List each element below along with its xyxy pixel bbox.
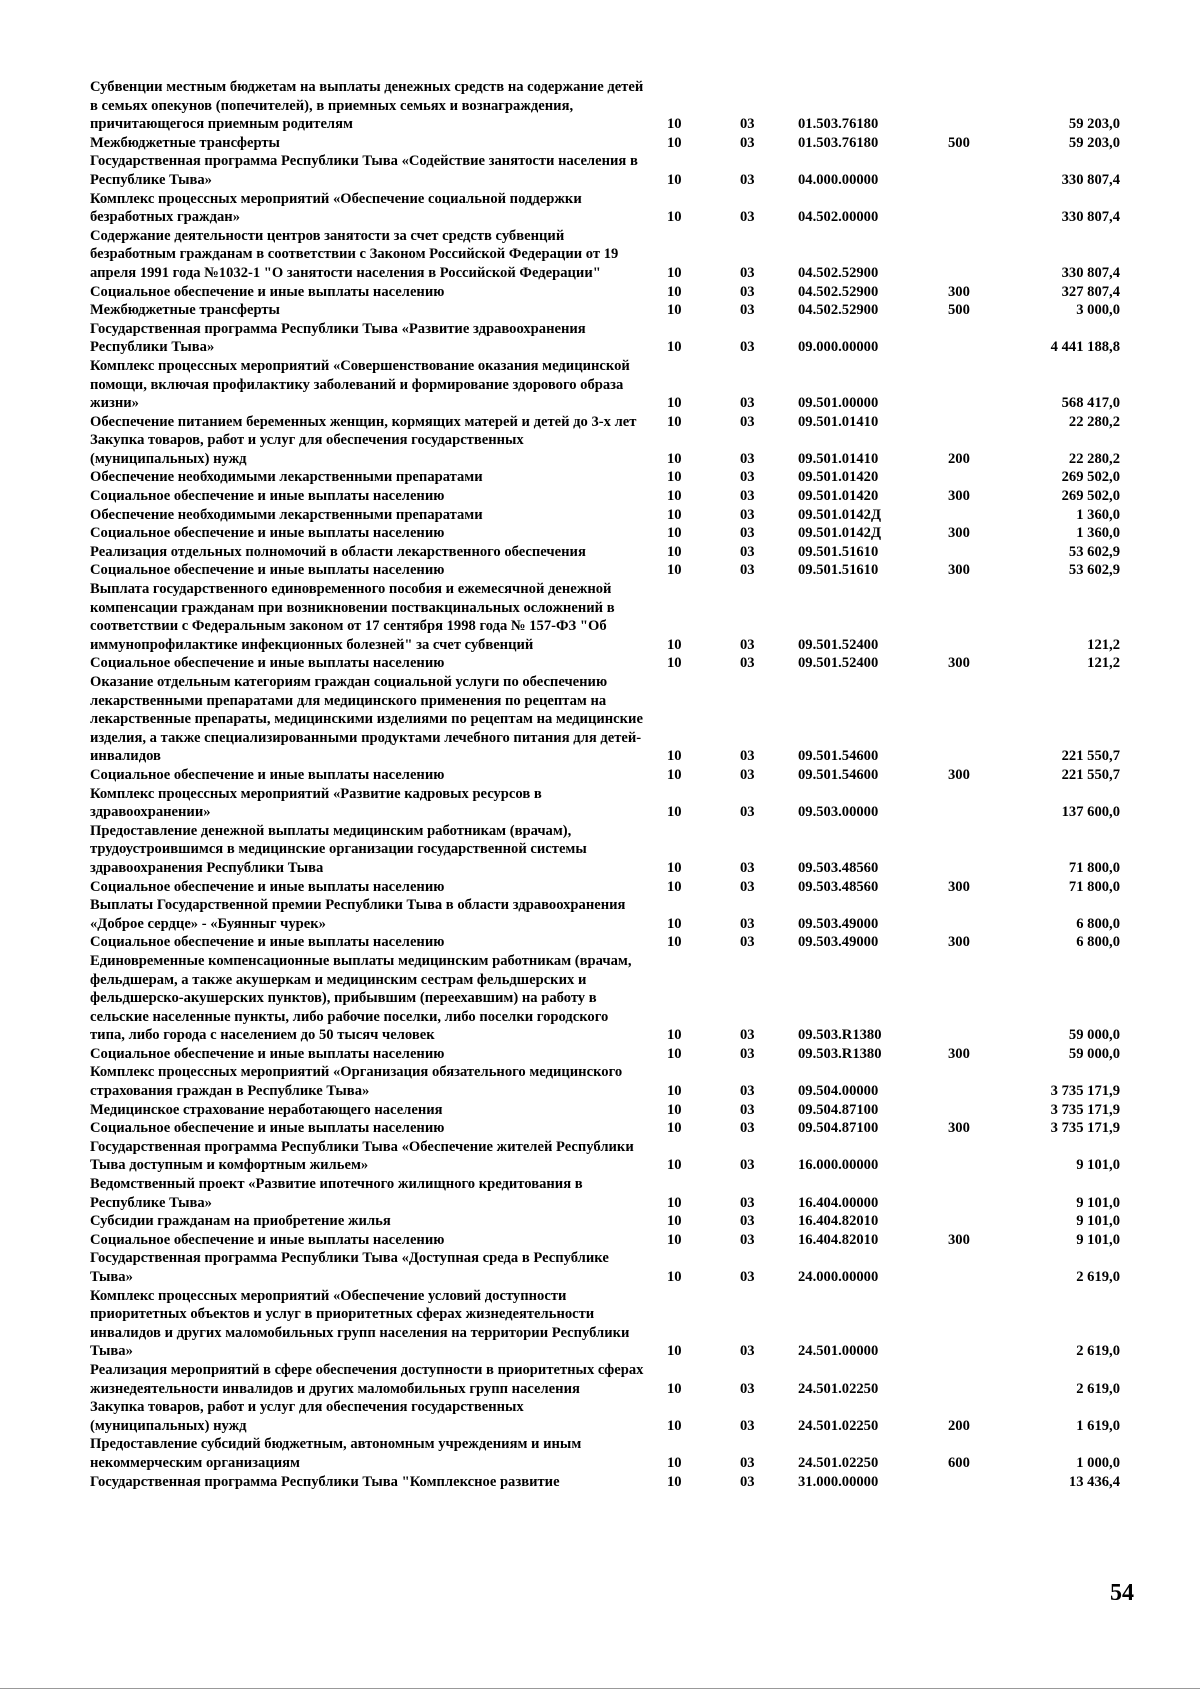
table-row — [90, 933, 1120, 952]
item-name: Социальное обеспечение и иные выплаты населению — [90, 1231, 445, 1248]
table-row — [90, 654, 1120, 673]
subsection-code: 03 — [740, 450, 755, 467]
target-article-code: 09.501.54600 — [798, 766, 879, 783]
table-row — [90, 673, 1120, 766]
subsection-code: 03 — [740, 1454, 755, 1471]
amount: 53 602,9 — [1068, 562, 1120, 579]
table-row — [90, 561, 1120, 580]
target-article-code: 31.000.00000 — [798, 1473, 879, 1490]
amount: 121,2 — [1087, 636, 1120, 653]
target-article-code: 16.000.00000 — [798, 1157, 879, 1174]
item-name: Реализация отдельных полномочий в области лекарственного обеспечения — [90, 543, 586, 560]
amount: 221 550,7 — [1061, 748, 1120, 765]
amount: 121,2 — [1087, 655, 1120, 672]
target-article-code: 04.502.52900 — [798, 264, 879, 281]
subsection-code: 03 — [740, 636, 755, 653]
amount: 4 441 188,8 — [1050, 339, 1120, 356]
section-code: 10 — [667, 1417, 682, 1434]
expense-type-code: 300 — [948, 1045, 970, 1062]
subsection-code: 03 — [740, 1101, 755, 1118]
item-name: Выплата государственного единовременного пособия и ежемесячной денежной компенсации гражданам при возникновении поствакцинальных осложнений в соответствии с Федеральным законом от 17 сентября 1998 года № 157-ФЗ "Об иммунопрофилактике инфекционных болезней" за счет субвенций — [90, 581, 615, 653]
section-code: 10 — [667, 1027, 682, 1044]
item-name: Ведомственный проект «Развитие ипотечного жилищного кредитования в Республике Тыва» — [90, 1176, 583, 1211]
table-row — [90, 283, 1120, 302]
subsection-code: 03 — [740, 413, 755, 430]
subsection-code: 03 — [740, 302, 755, 319]
subsection-code: 03 — [740, 1120, 755, 1137]
subsection-code: 03 — [740, 562, 755, 579]
expense-type-code: 300 — [948, 283, 970, 300]
amount: 9 101,0 — [1076, 1231, 1120, 1248]
item-name: Социальное обеспечение и иные выплаты населению — [90, 934, 445, 951]
section-code: 10 — [667, 1231, 682, 1248]
table-row — [90, 1101, 1120, 1120]
amount: 2 619,0 — [1076, 1380, 1120, 1397]
amount: 1 619,0 — [1076, 1417, 1120, 1434]
subsection-code: 03 — [740, 1157, 755, 1174]
section-code: 10 — [667, 488, 682, 505]
target-article-code: 09.000.00000 — [798, 339, 879, 356]
amount: 1 000,0 — [1076, 1454, 1120, 1471]
expense-type-code: 300 — [948, 488, 970, 505]
target-article-code: 09.501.00000 — [798, 395, 879, 412]
amount: 327 807,4 — [1061, 283, 1120, 300]
item-name: Социальное обеспечение и иные выплаты населению — [90, 766, 445, 783]
section-code: 10 — [667, 395, 682, 412]
section-code: 10 — [667, 450, 682, 467]
subsection-code: 03 — [740, 116, 755, 133]
expense-type-code: 300 — [948, 562, 970, 579]
subsection-code: 03 — [740, 283, 755, 300]
section-code: 10 — [667, 1101, 682, 1118]
expense-type-code: 200 — [948, 1417, 970, 1434]
table-row — [90, 822, 1120, 878]
target-article-code: 16.404.82010 — [798, 1213, 879, 1230]
target-article-code: 09.501.01410 — [798, 450, 879, 467]
subsection-code: 03 — [740, 1380, 755, 1397]
subsection-code: 03 — [740, 525, 755, 542]
section-code: 10 — [667, 859, 682, 876]
item-name: Единовременные компенсационные выплаты медицинским работникам (врачам, фельдшерам, а также акушеркам и медицинским сестрам фельдшерских и фельдшерско-акушерских пунктов), прибывшим (переехавшим) на работу в сельские населенные пункты, либо рабочие поселки, либо поселки городского типа, либо города с населением до 50 тысяч человек — [90, 952, 632, 1044]
section-code: 10 — [667, 1194, 682, 1211]
amount: 269 502,0 — [1061, 488, 1120, 505]
section-code: 10 — [667, 339, 682, 356]
target-article-code: 01.503.76180 — [798, 134, 879, 151]
section-code: 10 — [667, 116, 682, 133]
item-name: Государственная программа Республики Тыва «Доступная среда в Республике Тыва» — [90, 1250, 609, 1285]
section-code: 10 — [667, 302, 682, 319]
target-article-code: 09.501.0142Д — [798, 506, 882, 523]
table-row — [90, 1249, 1120, 1286]
amount: 137 600,0 — [1061, 804, 1120, 821]
target-article-code: 09.501.0142Д — [798, 525, 882, 542]
section-code: 10 — [667, 1157, 682, 1174]
item-name: Социальное обеспечение и иные выплаты населению — [90, 488, 445, 505]
table-row — [90, 78, 1120, 134]
amount: 59 000,0 — [1068, 1045, 1120, 1062]
target-article-code: 09.503.R1380 — [798, 1027, 882, 1044]
item-name: Государственная программа Республики Тыва «Развитие здравоохранения Республики Тыва» — [90, 320, 586, 356]
expense-type-code: 300 — [948, 878, 970, 895]
item-name: Межбюджетные трансферты — [90, 302, 280, 319]
amount: 568 417,0 — [1061, 395, 1120, 412]
table-row — [90, 190, 1120, 227]
table-row — [90, 1063, 1120, 1100]
item-name: Обеспечение питанием беременных женщин, кормящих матерей и детей до 3-х лет — [90, 413, 637, 430]
budget-table — [90, 78, 1120, 1491]
amount: 59 203,0 — [1068, 134, 1120, 151]
table-row — [90, 152, 1120, 189]
subsection-code: 03 — [740, 339, 755, 356]
section-code: 10 — [667, 1380, 682, 1397]
subsection-code: 03 — [740, 934, 755, 951]
target-article-code: 04.000.00000 — [798, 171, 879, 188]
item-name: Государственная программа Республики Тыва "Комплексное развитие — [90, 1473, 560, 1490]
target-article-code: 04.502.00000 — [798, 209, 879, 226]
table-row — [90, 524, 1120, 543]
section-code: 10 — [667, 209, 682, 226]
table-row — [90, 1398, 1120, 1435]
table-row — [90, 487, 1120, 506]
item-name: Комплекс процессных мероприятий «Обеспечение социальной поддержки безработных граждан» — [90, 190, 582, 226]
target-article-code: 09.503.49000 — [798, 915, 879, 932]
subsection-code: 03 — [740, 804, 755, 821]
expense-type-code: 300 — [948, 1120, 970, 1137]
table-row — [90, 1435, 1120, 1472]
section-code: 10 — [667, 655, 682, 672]
amount: 330 807,4 — [1061, 264, 1120, 281]
section-code: 10 — [667, 1045, 682, 1062]
amount: 13 436,4 — [1068, 1473, 1120, 1490]
table-row — [90, 468, 1120, 487]
table-row — [90, 1138, 1120, 1175]
table-row — [90, 896, 1120, 933]
item-name: Социальное обеспечение и иные выплаты населению — [90, 562, 445, 579]
item-name: Социальное обеспечение и иные выплаты населению — [90, 1045, 445, 1062]
item-name: Межбюджетные трансферты — [90, 134, 280, 151]
item-name: Содержание деятельности центров занятости за счет средств субвенций безработным гражданам в соответствии с Законом Российской Федерации от 19 апреля 1991 года №1032-1 "О занятости населения в Российской Федерации" — [90, 227, 619, 281]
subsection-code: 03 — [740, 171, 755, 188]
table-row — [90, 506, 1120, 525]
target-article-code: 24.501.02250 — [798, 1417, 879, 1434]
expense-type-code: 300 — [948, 655, 970, 672]
target-article-code: 24.501.02250 — [798, 1380, 879, 1397]
subsection-code: 03 — [740, 748, 755, 765]
amount: 6 800,0 — [1076, 915, 1120, 932]
target-article-code: 24.501.00000 — [798, 1343, 879, 1360]
section-code: 10 — [667, 543, 682, 560]
table-row — [90, 1473, 1120, 1492]
amount: 22 280,2 — [1068, 450, 1120, 467]
item-name: Социальное обеспечение и иные выплаты населению — [90, 283, 445, 300]
section-code: 10 — [667, 264, 682, 281]
subsection-code: 03 — [740, 506, 755, 523]
section-code: 10 — [667, 469, 682, 486]
expense-type-code: 300 — [948, 934, 970, 951]
target-article-code: 16.404.82010 — [798, 1231, 879, 1248]
target-article-code: 16.404.00000 — [798, 1194, 879, 1211]
target-article-code: 09.501.52400 — [798, 655, 879, 672]
table-row — [90, 952, 1120, 1045]
subsection-code: 03 — [740, 859, 755, 876]
subsection-code: 03 — [740, 915, 755, 932]
target-article-code: 01.503.76180 — [798, 116, 879, 133]
target-article-code: 09.501.51610 — [798, 543, 879, 560]
amount: 2 619,0 — [1076, 1343, 1120, 1360]
item-name: Закупка товаров, работ и услуг для обеспечения государственных (муниципальных) нужд — [90, 432, 524, 467]
item-name: Реализация мероприятий в сфере обеспечения доступности в приоритетных сферах жизнедеятельности инвалидов и других маломобильных групп населения — [90, 1361, 644, 1397]
target-article-code: 09.501.01410 — [798, 413, 879, 430]
amount: 71 800,0 — [1068, 878, 1120, 895]
amount: 1 360,0 — [1076, 525, 1120, 542]
item-name: Оказание отдельным категориям граждан социальной услуги по обеспечению лекарственными препаратами для медицинского применения по рецептам на лекарственные препараты, медицинскими изделиями по рецептам на медицинские изделия, а также специализированными продуктами лечебного питания для детей-инвалидов — [90, 674, 643, 765]
section-code: 10 — [667, 506, 682, 523]
amount: 53 602,9 — [1068, 543, 1120, 560]
section-code: 10 — [667, 413, 682, 430]
item-name: Обеспечение необходимыми лекарственными препаратами — [90, 469, 483, 486]
target-article-code: 09.503.49000 — [798, 934, 879, 951]
item-name: Субвенции местным бюджетам на выплаты денежных средств на содержание детей в семьях опекунов (попечителей), в приемных семьях и вознаграждения, причитающегося приемным родителям — [90, 79, 644, 133]
item-name: Социальное обеспечение и иные выплаты населению — [90, 878, 445, 895]
table-row — [90, 1287, 1120, 1361]
target-article-code: 09.501.52400 — [798, 636, 879, 653]
subsection-code: 03 — [740, 766, 755, 783]
subsection-code: 03 — [740, 655, 755, 672]
target-article-code: 24.501.02250 — [798, 1454, 879, 1471]
target-article-code: 09.503.00000 — [798, 804, 879, 821]
subsection-code: 03 — [740, 1269, 755, 1285]
amount: 9 101,0 — [1076, 1157, 1120, 1174]
subsection-code: 03 — [740, 209, 755, 226]
table-row — [90, 1175, 1120, 1212]
item-name: Комплекс процессных мероприятий «Совершенствование оказания медицинской помощи, включая профилактику заболеваний и формирование здорового образа жизни» — [90, 357, 630, 412]
item-name: Государственная программа Республики Тыва «Обеспечение жителей Республики Тыва доступным и комфортным жильем» — [90, 1138, 634, 1174]
amount: 3 735 171,9 — [1050, 1120, 1120, 1137]
table-row — [90, 431, 1120, 468]
amount: 3 735 171,9 — [1050, 1083, 1120, 1100]
section-code: 10 — [667, 1473, 682, 1490]
subsection-code: 03 — [740, 1417, 755, 1434]
table-row — [90, 580, 1120, 654]
table-row — [90, 1231, 1120, 1250]
amount: 330 807,4 — [1061, 209, 1120, 226]
expense-type-code: 300 — [948, 525, 970, 542]
section-code: 10 — [667, 134, 682, 151]
subsection-code: 03 — [740, 488, 755, 505]
target-article-code: 09.504.87100 — [798, 1120, 879, 1137]
table-row — [90, 785, 1120, 822]
section-code: 10 — [667, 283, 682, 300]
expense-type-code: 200 — [948, 450, 970, 467]
table-row — [90, 543, 1120, 562]
table-row — [90, 357, 1120, 413]
target-article-code: 09.503.48560 — [798, 859, 879, 876]
target-article-code: 09.503.R1380 — [798, 1045, 882, 1062]
amount: 59 203,0 — [1068, 116, 1120, 133]
item-name: Социальное обеспечение и иные выплаты населению — [90, 525, 445, 542]
section-code: 10 — [667, 1120, 682, 1137]
amount: 9 101,0 — [1076, 1194, 1120, 1211]
expense-type-code: 300 — [948, 1231, 970, 1248]
subsection-code: 03 — [740, 1231, 755, 1248]
amount: 221 550,7 — [1061, 766, 1120, 783]
section-code: 10 — [667, 1269, 682, 1285]
amount: 269 502,0 — [1061, 469, 1120, 486]
section-code: 10 — [667, 1454, 682, 1471]
amount: 3 735 171,9 — [1050, 1101, 1120, 1118]
section-code: 10 — [667, 1343, 682, 1360]
section-code: 10 — [667, 766, 682, 783]
section-code: 10 — [667, 171, 682, 188]
subsection-code: 03 — [740, 1083, 755, 1100]
subsection-code: 03 — [740, 543, 755, 560]
target-article-code: 04.502.52900 — [798, 302, 879, 319]
item-name: Предоставление денежной выплаты медицинским работникам (врачам), трудоустроившимся в медицинские организации государственной системы здравоохранения Республики Тыва — [90, 822, 587, 876]
item-name: Закупка товаров, работ и услуг для обеспечения государственных (муниципальных) нужд — [90, 1399, 524, 1434]
target-article-code: 09.501.01420 — [798, 488, 879, 505]
section-code: 10 — [667, 804, 682, 821]
target-article-code: 09.501.51610 — [798, 562, 879, 579]
target-article-code: 09.504.87100 — [798, 1101, 879, 1118]
item-name: Комплекс процессных мероприятий «Обеспечение условий доступности приоритетных объектов и услуг в приоритетных сферах жизнедеятельности инвалидов и других маломобильных групп населения на территории Республики Тыва» — [90, 1287, 630, 1360]
section-code: 10 — [667, 915, 682, 932]
subsection-code: 03 — [740, 1027, 755, 1044]
target-article-code: 09.503.48560 — [798, 878, 879, 895]
item-name: Комплекс процессных мероприятий «Развитие кадровых ресурсов в здравоохранении» — [90, 785, 542, 821]
table-row — [90, 1119, 1120, 1138]
expense-type-code: 600 — [948, 1454, 970, 1471]
section-code: 10 — [667, 1213, 682, 1230]
target-article-code: 09.501.54600 — [798, 748, 879, 765]
subsection-code: 03 — [740, 878, 755, 895]
table-row — [90, 227, 1120, 283]
table-row — [90, 766, 1120, 785]
item-name: Социальное обеспечение и иные выплаты населению — [90, 655, 445, 672]
target-article-code: 04.502.52900 — [798, 283, 879, 300]
amount: 1 360,0 — [1076, 506, 1120, 523]
table-row — [90, 1212, 1120, 1231]
subsection-code: 03 — [740, 469, 755, 486]
subsection-code: 03 — [740, 1045, 755, 1062]
subsection-code: 03 — [740, 1213, 755, 1230]
table-row — [90, 413, 1120, 432]
amount: 2 619,0 — [1076, 1269, 1120, 1285]
expense-type-code: 500 — [948, 134, 970, 151]
item-name: Обеспечение необходимыми лекарственными препаратами — [90, 506, 483, 523]
scan-bottom-edge — [0, 1688, 1200, 1689]
target-article-code: 09.501.01420 — [798, 469, 879, 486]
table-row — [90, 320, 1120, 357]
amount: 71 800,0 — [1068, 859, 1120, 876]
amount: 6 800,0 — [1076, 934, 1120, 951]
section-code: 10 — [667, 1083, 682, 1100]
table-row — [90, 134, 1120, 153]
section-code: 10 — [667, 748, 682, 765]
section-code: 10 — [667, 934, 682, 951]
amount: 9 101,0 — [1076, 1213, 1120, 1230]
table-row — [90, 1361, 1120, 1398]
item-name: Медицинское страхование неработающего населения — [90, 1101, 443, 1118]
page-number: 54 — [1110, 1580, 1134, 1606]
item-name: Государственная программа Республики Тыва «Содействие занятости населения в Республике Тыва» — [90, 153, 638, 188]
table-row — [90, 878, 1120, 897]
subsection-code: 03 — [740, 395, 755, 412]
section-code: 10 — [667, 525, 682, 542]
amount: 59 000,0 — [1068, 1027, 1120, 1044]
subsection-code: 03 — [740, 1343, 755, 1360]
expense-type-code: 300 — [948, 766, 970, 783]
item-name: Социальное обеспечение и иные выплаты населению — [90, 1120, 445, 1137]
item-name: Предоставление субсидий бюджетным, автономным учреждениям и иным некоммерческим организациям — [90, 1436, 582, 1471]
amount: 330 807,4 — [1061, 171, 1120, 188]
amount: 22 280,2 — [1068, 413, 1120, 430]
expense-type-code: 500 — [948, 302, 970, 319]
subsection-code: 03 — [740, 1194, 755, 1211]
amount: 3 000,0 — [1076, 302, 1120, 319]
item-name: Комплекс процессных мероприятий «Организация обязательного медицинского страхования граждан в Республике Тыва» — [90, 1064, 623, 1100]
section-code: 10 — [667, 878, 682, 895]
subsection-code: 03 — [740, 264, 755, 281]
target-article-code: 09.504.00000 — [798, 1083, 879, 1100]
table-row — [90, 301, 1120, 320]
subsection-code: 03 — [740, 134, 755, 151]
item-name: Субсидии гражданам на приобретение жилья — [90, 1213, 391, 1230]
table-row — [90, 1045, 1120, 1064]
section-code: 10 — [667, 562, 682, 579]
item-name: Выплаты Государственной премии Республики Тыва в области здравоохранения «Доброе сердце» - «Буянныг чурек» — [90, 897, 626, 932]
section-code: 10 — [667, 636, 682, 653]
target-article-code: 24.000.00000 — [798, 1269, 879, 1285]
subsection-code: 03 — [740, 1473, 755, 1490]
